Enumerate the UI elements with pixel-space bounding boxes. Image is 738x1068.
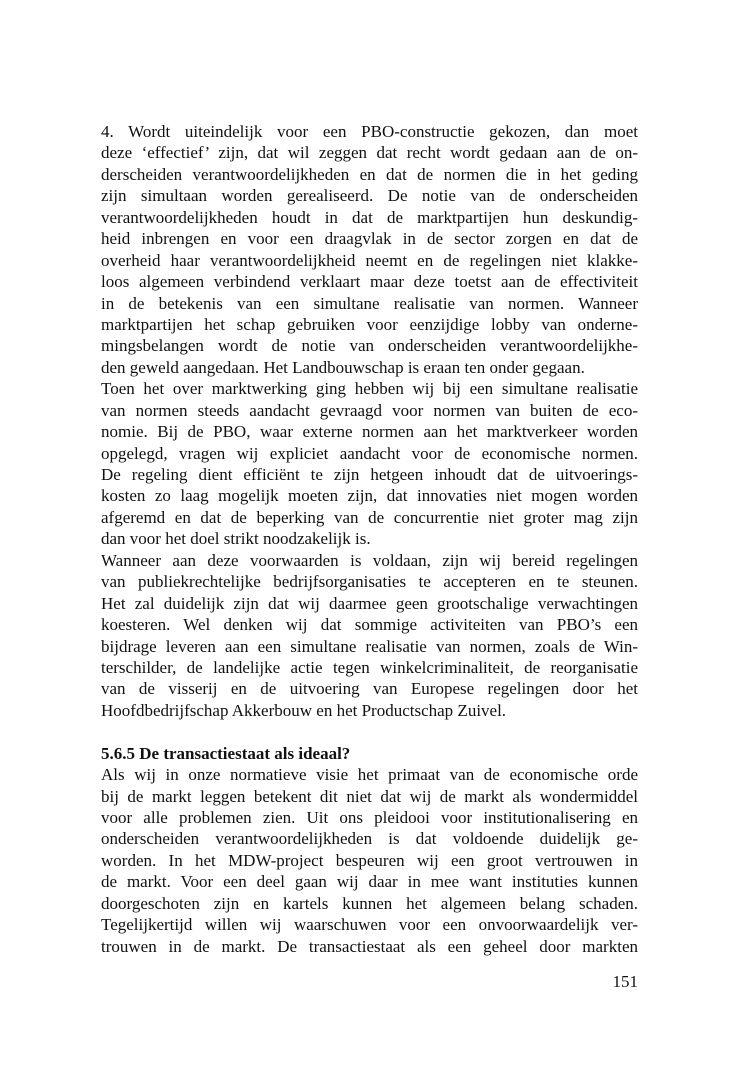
text-line: bij de markt leggen betekent dit niet dat wij de markt als wondermiddel bbox=[101, 786, 638, 806]
body-text bbox=[101, 121, 638, 957]
paragraph-conditions bbox=[101, 550, 638, 722]
paragraph-pbo-effectiveness bbox=[101, 121, 638, 378]
text-line: bijdrage leveren aan een simultane realisatie van normen, zoals de Win- bbox=[101, 636, 638, 656]
text-line: loos algemeen verbindend verklaart maar deze toetst aan de effectiviteit bbox=[101, 272, 638, 292]
text-line: derscheiden verantwoordelijkheden en dat de normen die in het geding bbox=[101, 164, 638, 184]
text-line: terschilder, de landelijke actie tegen winkelcriminaliteit, de reorganisatie bbox=[101, 657, 638, 677]
text-line: nomie. Bij de PBO, waar externe normen aan het marktverkeer worden bbox=[101, 422, 638, 442]
text-line: zijn simultaan worden gerealiseerd. De notie van de onderscheiden bbox=[101, 186, 638, 206]
text-line: mingsbelangen wordt de notie van onderscheiden verantwoordelijkhe- bbox=[101, 336, 638, 356]
text-line: in de betekenis van een simultane realisatie van normen. Wanneer bbox=[101, 293, 638, 313]
text-line: de markt. Voor een deel gaan wij daar in mee want instituties kunnen bbox=[101, 872, 638, 892]
text-line: Tegelijkertijd willen wij waarschuwen voor een onvoorwaardelijk ver- bbox=[101, 915, 638, 935]
text-line: De regeling dient efficiënt te zijn hetgeen inhoudt dat de uitvoerings- bbox=[101, 465, 638, 484]
page-number: 151 bbox=[612, 972, 638, 991]
text-line: trouwen in de markt. De transactiestaat als een geheel door markten bbox=[101, 936, 638, 956]
text-line: afgeremd en dat de beperking van de concurrentie niet groter mag zijn bbox=[101, 507, 638, 527]
text-line: Als wij in onze normatieve visie het primaat van de economische orde bbox=[101, 765, 638, 785]
text-line: overheid haar verantwoordelijkheid neemt en de regelingen niet klakke- bbox=[101, 250, 638, 270]
text-line: den geweld aangedaan. Het Landbouwschap is eraan ten onder gegaan. bbox=[101, 357, 585, 377]
text-line: 4. Wordt uiteindelijk voor een PBO-constructie gekozen, dan moet bbox=[101, 122, 638, 141]
text-line: Het zal duidelijk zijn dat wij daarmee geen grootschalige verwachtingen bbox=[101, 593, 638, 613]
text-line: Wanneer aan deze voorwaarden is voldaan, zijn wij bereid regelingen bbox=[101, 550, 638, 570]
text-line: verantwoordelijkheden houdt in dat de marktpartijen hun deskundig- bbox=[101, 207, 638, 227]
text-line: voor alle problemen zien. Uit ons pleidooi voor institutionalisering en bbox=[101, 808, 638, 827]
text-line: kosten zo laag mogelijk moeten zijn, dat innovaties niet mogen worden bbox=[101, 486, 638, 506]
section-heading: 5.6.5 De transactiestaat als ideaal? bbox=[101, 743, 351, 763]
text-line: van publiekrechtelijke bedrijfsorganisaties te accepteren en te steunen. bbox=[101, 572, 638, 592]
text-line: doorgeschoten zijn en kartels kunnen het algemeen belang schaden. bbox=[101, 893, 638, 913]
paragraph-spacer bbox=[101, 721, 638, 742]
text-line: van de visserij en de uitvoering van Europese regelingen door het bbox=[101, 679, 638, 699]
paragraph-transaction-state bbox=[101, 764, 638, 957]
text-line: deze ‘effectief’ zijn, dat wil zeggen dat recht wordt gedaan aan de on- bbox=[101, 143, 638, 163]
text-line: Toen het over marktwerking ging hebben wij bij een simultane realisatie bbox=[101, 379, 638, 399]
text-line: koesteren. Wel denken wij dat sommige activiteiten van PBO’s een bbox=[101, 615, 638, 635]
text-line: opgelegd, vragen wij expliciet aandacht voor de economische normen. bbox=[101, 443, 638, 463]
paragraph-market-norms bbox=[101, 378, 638, 550]
text-line: marktpartijen het schap gebruiken voor eenzijdige lobby van onderne- bbox=[101, 314, 638, 334]
text-line: heid inbrengen en voor een draagvlak in de sector zorgen en dat de bbox=[101, 229, 638, 249]
text-line: worden. In het MDW-project bespeuren wij een groot vertrouwen in bbox=[101, 850, 638, 870]
text-line: onderscheiden verantwoordelijkheden is dat voldoende duidelijk ge- bbox=[101, 829, 638, 849]
text-line: van normen steeds aandacht gevraagd voor normen van buiten de eco- bbox=[101, 400, 638, 420]
text-line: Hoofdbedrijfschap Akkerbouw en het Productschap Zuivel. bbox=[101, 700, 507, 720]
text-line: dan voor het doel strikt noodzakelijk is. bbox=[101, 529, 371, 549]
